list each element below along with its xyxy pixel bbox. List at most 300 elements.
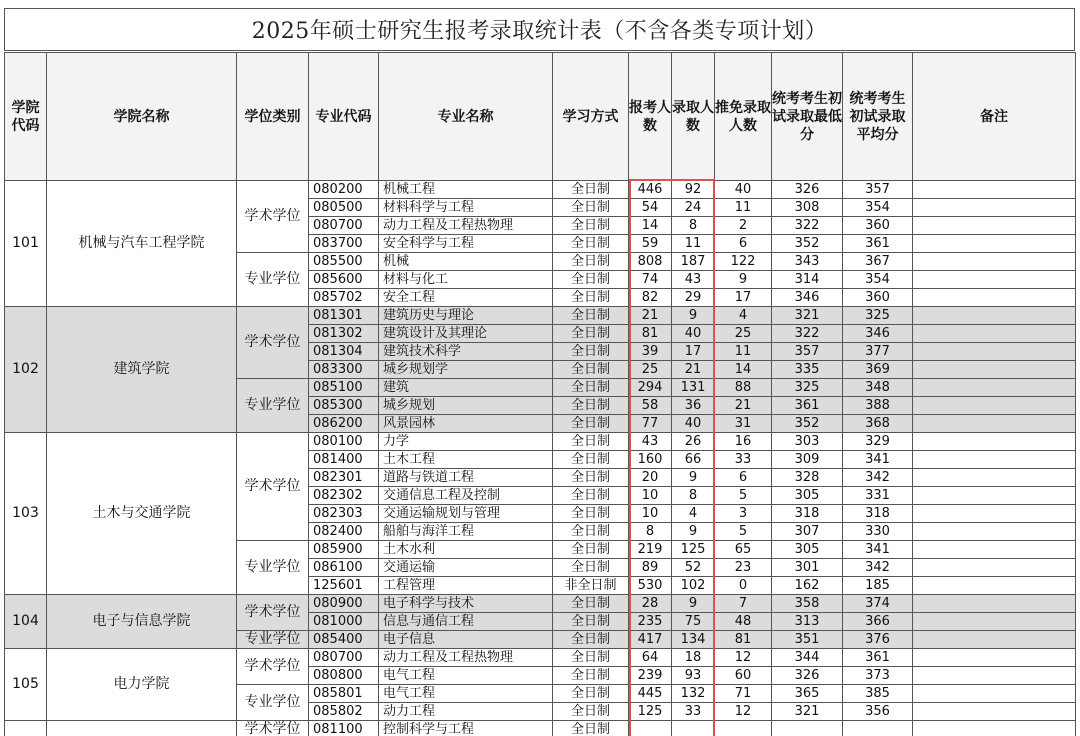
empty-cell[interactable] xyxy=(772,721,843,736)
exempt-cell[interactable]: 12 xyxy=(715,649,772,667)
empty-cell[interactable] xyxy=(672,721,715,736)
min-score-cell[interactable]: 313 xyxy=(772,613,843,631)
college-code-cell[interactable]: 101 xyxy=(5,181,47,307)
min-score-cell[interactable]: 301 xyxy=(772,559,843,577)
applicants-cell[interactable]: 21 xyxy=(629,307,672,325)
exempt-cell[interactable]: 71 xyxy=(715,685,772,703)
remarks-cell[interactable] xyxy=(913,667,1076,685)
study-mode-cell[interactable]: 全日制 xyxy=(553,235,629,253)
exempt-cell[interactable]: 6 xyxy=(715,235,772,253)
major-name-cell[interactable]: 电子科学与技术 xyxy=(379,595,553,613)
major-code-cell[interactable]: 081304 xyxy=(309,343,379,361)
admitted-cell[interactable]: 9 xyxy=(672,469,715,487)
major-name-cell[interactable]: 安全工程 xyxy=(379,289,553,307)
degree-type-cell[interactable]: 学术学位 xyxy=(237,721,309,736)
major-code-cell[interactable]: 086100 xyxy=(309,559,379,577)
exempt-cell[interactable]: 65 xyxy=(715,541,772,559)
min-score-cell[interactable]: 357 xyxy=(772,343,843,361)
min-score-cell[interactable]: 351 xyxy=(772,631,843,649)
applicants-cell[interactable]: 10 xyxy=(629,487,672,505)
remarks-cell[interactable] xyxy=(913,343,1076,361)
avg-score-cell[interactable]: 377 xyxy=(843,343,913,361)
applicants-cell[interactable]: 28 xyxy=(629,595,672,613)
remarks-cell[interactable] xyxy=(913,595,1076,613)
major-name-cell[interactable]: 控制科学与工程 xyxy=(379,721,553,736)
exempt-cell[interactable]: 12 xyxy=(715,703,772,721)
major-code-cell[interactable]: 080900 xyxy=(309,595,379,613)
study-mode-cell[interactable]: 全日制 xyxy=(553,559,629,577)
exempt-cell[interactable]: 81 xyxy=(715,631,772,649)
avg-score-cell[interactable]: 356 xyxy=(843,703,913,721)
major-name-cell[interactable]: 建筑历史与理论 xyxy=(379,307,553,325)
study-mode-cell[interactable]: 全日制 xyxy=(553,343,629,361)
college-name-cell[interactable]: 电力学院 xyxy=(47,649,237,721)
study-mode-cell[interactable]: 全日制 xyxy=(553,523,629,541)
exempt-cell[interactable]: 3 xyxy=(715,505,772,523)
study-mode-cell[interactable]: 全日制 xyxy=(553,649,629,667)
admitted-cell[interactable]: 17 xyxy=(672,343,715,361)
major-code-cell[interactable]: 081400 xyxy=(309,451,379,469)
college-name-cell[interactable]: 建筑学院 xyxy=(47,307,237,433)
avg-score-cell[interactable]: 388 xyxy=(843,397,913,415)
admitted-cell[interactable]: 40 xyxy=(672,325,715,343)
major-code-cell[interactable]: 085600 xyxy=(309,271,379,289)
major-name-cell[interactable]: 交通运输 xyxy=(379,559,553,577)
study-mode-cell[interactable]: 全日制 xyxy=(553,379,629,397)
exempt-cell[interactable]: 40 xyxy=(715,181,772,199)
admitted-cell[interactable]: 11 xyxy=(672,235,715,253)
table-row[interactable] xyxy=(5,433,1076,451)
degree-type-cell[interactable]: 专业学位 xyxy=(237,541,309,595)
study-mode-cell[interactable]: 全日制 xyxy=(553,181,629,199)
remarks-cell[interactable] xyxy=(913,397,1076,415)
major-code-cell[interactable]: 085900 xyxy=(309,541,379,559)
major-name-cell[interactable]: 电子信息 xyxy=(379,631,553,649)
major-name-cell[interactable]: 动力工程 xyxy=(379,703,553,721)
min-score-cell[interactable]: 322 xyxy=(772,217,843,235)
applicants-cell[interactable]: 239 xyxy=(629,667,672,685)
applicants-cell[interactable]: 125 xyxy=(629,703,672,721)
admitted-cell[interactable]: 33 xyxy=(672,703,715,721)
applicants-cell[interactable]: 77 xyxy=(629,415,672,433)
remarks-cell[interactable] xyxy=(913,199,1076,217)
admitted-cell[interactable]: 8 xyxy=(672,487,715,505)
avg-score-cell[interactable]: 368 xyxy=(843,415,913,433)
admitted-cell[interactable]: 26 xyxy=(672,433,715,451)
major-name-cell[interactable]: 风景园林 xyxy=(379,415,553,433)
study-mode-cell[interactable]: 全日制 xyxy=(553,361,629,379)
major-name-cell[interactable]: 机械 xyxy=(379,253,553,271)
applicants-cell[interactable]: 8 xyxy=(629,523,672,541)
study-mode-cell[interactable]: 全日制 xyxy=(553,451,629,469)
study-mode-cell[interactable]: 全日制 xyxy=(553,631,629,649)
avg-score-cell[interactable]: 373 xyxy=(843,667,913,685)
degree-type-cell[interactable]: 学术学位 xyxy=(237,595,309,631)
exempt-cell[interactable]: 9 xyxy=(715,271,772,289)
exempt-cell[interactable]: 31 xyxy=(715,415,772,433)
admitted-cell[interactable]: 93 xyxy=(672,667,715,685)
exempt-cell[interactable]: 2 xyxy=(715,217,772,235)
applicants-cell[interactable]: 43 xyxy=(629,433,672,451)
college-name-cell[interactable]: 土木与交通学院 xyxy=(47,433,237,595)
applicants-cell[interactable]: 219 xyxy=(629,541,672,559)
study-mode-cell[interactable]: 全日制 xyxy=(553,397,629,415)
study-mode-cell[interactable]: 全日制 xyxy=(553,415,629,433)
study-mode-cell[interactable]: 全日制 xyxy=(553,685,629,703)
avg-score-cell[interactable]: 357 xyxy=(843,181,913,199)
min-score-cell[interactable]: 314 xyxy=(772,271,843,289)
admitted-cell[interactable]: 125 xyxy=(672,541,715,559)
remarks-cell[interactable] xyxy=(913,703,1076,721)
exempt-cell[interactable]: 25 xyxy=(715,325,772,343)
avg-score-cell[interactable]: 325 xyxy=(843,307,913,325)
exempt-cell[interactable]: 48 xyxy=(715,613,772,631)
major-name-cell[interactable]: 交通运输规划与管理 xyxy=(379,505,553,523)
major-code-cell[interactable]: 081302 xyxy=(309,325,379,343)
study-mode-cell[interactable]: 全日制 xyxy=(553,253,629,271)
major-code-cell[interactable]: 081000 xyxy=(309,613,379,631)
admitted-cell[interactable]: 102 xyxy=(672,577,715,595)
remarks-cell[interactable] xyxy=(913,235,1076,253)
remarks-cell[interactable] xyxy=(913,649,1076,667)
min-score-cell[interactable]: 328 xyxy=(772,469,843,487)
study-mode-cell[interactable]: 全日制 xyxy=(553,541,629,559)
major-code-cell[interactable]: 080500 xyxy=(309,199,379,217)
college-name-cell[interactable]: 机械与汽车工程学院 xyxy=(47,181,237,307)
remarks-cell[interactable] xyxy=(913,577,1076,595)
remarks-cell[interactable] xyxy=(913,631,1076,649)
admitted-cell[interactable]: 75 xyxy=(672,613,715,631)
college-name-cell[interactable]: 电子与信息学院 xyxy=(47,595,237,649)
avg-score-cell[interactable]: 341 xyxy=(843,451,913,469)
admitted-cell[interactable]: 132 xyxy=(672,685,715,703)
exempt-cell[interactable]: 4 xyxy=(715,307,772,325)
study-mode-cell[interactable]: 全日制 xyxy=(553,433,629,451)
avg-score-cell[interactable]: 360 xyxy=(843,289,913,307)
remarks-cell[interactable] xyxy=(913,469,1076,487)
avg-score-cell[interactable]: 348 xyxy=(843,379,913,397)
study-mode-cell[interactable]: 全日制 xyxy=(553,667,629,685)
major-name-cell[interactable]: 动力工程及工程热物理 xyxy=(379,217,553,235)
admitted-cell[interactable]: 92 xyxy=(672,181,715,199)
major-code-cell[interactable]: 081100 xyxy=(309,721,379,736)
exempt-cell[interactable]: 122 xyxy=(715,253,772,271)
study-mode-cell[interactable]: 全日制 xyxy=(553,613,629,631)
avg-score-cell[interactable]: 354 xyxy=(843,271,913,289)
major-name-cell[interactable]: 安全科学与工程 xyxy=(379,235,553,253)
major-name-cell[interactable]: 机械工程 xyxy=(379,181,553,199)
major-code-cell[interactable]: 081301 xyxy=(309,307,379,325)
major-code-cell[interactable]: 125601 xyxy=(309,577,379,595)
admitted-cell[interactable]: 18 xyxy=(672,649,715,667)
admitted-cell[interactable]: 66 xyxy=(672,451,715,469)
min-score-cell[interactable]: 325 xyxy=(772,379,843,397)
major-code-cell[interactable]: 082301 xyxy=(309,469,379,487)
admitted-cell[interactable]: 24 xyxy=(672,199,715,217)
exempt-cell[interactable]: 11 xyxy=(715,199,772,217)
min-score-cell[interactable]: 344 xyxy=(772,649,843,667)
avg-score-cell[interactable]: 376 xyxy=(843,631,913,649)
major-code-cell[interactable]: 082303 xyxy=(309,505,379,523)
major-name-cell[interactable]: 电气工程 xyxy=(379,685,553,703)
applicants-cell[interactable]: 445 xyxy=(629,685,672,703)
applicants-cell[interactable]: 81 xyxy=(629,325,672,343)
min-score-cell[interactable]: 305 xyxy=(772,541,843,559)
college-code-cell[interactable]: 105 xyxy=(5,649,47,721)
applicants-cell[interactable]: 25 xyxy=(629,361,672,379)
major-code-cell[interactable]: 082400 xyxy=(309,523,379,541)
avg-score-cell[interactable]: 330 xyxy=(843,523,913,541)
remarks-cell[interactable] xyxy=(913,613,1076,631)
college-code-cell[interactable] xyxy=(5,721,47,736)
major-name-cell[interactable]: 材料科学与工程 xyxy=(379,199,553,217)
major-name-cell[interactable]: 建筑技术科学 xyxy=(379,343,553,361)
avg-score-cell[interactable]: 361 xyxy=(843,235,913,253)
min-score-cell[interactable]: 162 xyxy=(772,577,843,595)
major-code-cell[interactable]: 080100 xyxy=(309,433,379,451)
degree-type-cell[interactable]: 学术学位 xyxy=(237,181,309,253)
remarks-cell[interactable] xyxy=(913,253,1076,271)
avg-score-cell[interactable]: 361 xyxy=(843,649,913,667)
applicants-cell[interactable]: 20 xyxy=(629,469,672,487)
avg-score-cell[interactable]: 366 xyxy=(843,613,913,631)
avg-score-cell[interactable]: 354 xyxy=(843,199,913,217)
exempt-cell[interactable]: 21 xyxy=(715,397,772,415)
remarks-cell[interactable] xyxy=(913,685,1076,703)
admitted-cell[interactable]: 4 xyxy=(672,505,715,523)
college-code-cell[interactable]: 104 xyxy=(5,595,47,649)
exempt-cell[interactable]: 7 xyxy=(715,595,772,613)
min-score-cell[interactable]: 321 xyxy=(772,703,843,721)
admitted-cell[interactable]: 21 xyxy=(672,361,715,379)
min-score-cell[interactable]: 305 xyxy=(772,487,843,505)
remarks-cell[interactable] xyxy=(913,181,1076,199)
applicants-cell[interactable]: 74 xyxy=(629,271,672,289)
admitted-cell[interactable]: 40 xyxy=(672,415,715,433)
exempt-cell[interactable]: 16 xyxy=(715,433,772,451)
study-mode-cell[interactable]: 全日制 xyxy=(553,307,629,325)
major-name-cell[interactable]: 城乡规划学 xyxy=(379,361,553,379)
min-score-cell[interactable]: 318 xyxy=(772,505,843,523)
major-name-cell[interactable]: 道路与铁道工程 xyxy=(379,469,553,487)
major-code-cell[interactable]: 085400 xyxy=(309,631,379,649)
major-name-cell[interactable]: 电气工程 xyxy=(379,667,553,685)
study-mode-cell[interactable]: 全日制 xyxy=(553,595,629,613)
major-name-cell[interactable]: 材料与化工 xyxy=(379,271,553,289)
empty-cell[interactable] xyxy=(715,721,772,736)
major-code-cell[interactable]: 085702 xyxy=(309,289,379,307)
degree-type-cell[interactable]: 专业学位 xyxy=(237,631,309,649)
major-name-cell[interactable]: 信息与通信工程 xyxy=(379,613,553,631)
remarks-cell[interactable] xyxy=(913,217,1076,235)
study-mode-cell[interactable]: 全日制 xyxy=(553,271,629,289)
admitted-cell[interactable]: 36 xyxy=(672,397,715,415)
college-name-cell[interactable] xyxy=(47,721,237,736)
avg-score-cell[interactable]: 342 xyxy=(843,559,913,577)
exempt-cell[interactable]: 23 xyxy=(715,559,772,577)
college-code-cell[interactable]: 103 xyxy=(5,433,47,595)
min-score-cell[interactable]: 326 xyxy=(772,181,843,199)
admitted-cell[interactable]: 9 xyxy=(672,595,715,613)
min-score-cell[interactable]: 321 xyxy=(772,307,843,325)
major-name-cell[interactable]: 建筑 xyxy=(379,379,553,397)
major-code-cell[interactable]: 083300 xyxy=(309,361,379,379)
applicants-cell[interactable]: 160 xyxy=(629,451,672,469)
remarks-cell[interactable] xyxy=(913,379,1076,397)
applicants-cell[interactable]: 235 xyxy=(629,613,672,631)
major-code-cell[interactable]: 080700 xyxy=(309,217,379,235)
major-name-cell[interactable]: 动力工程及工程热物理 xyxy=(379,649,553,667)
admitted-cell[interactable]: 9 xyxy=(672,307,715,325)
remarks-cell[interactable] xyxy=(913,505,1076,523)
empty-cell[interactable] xyxy=(629,721,672,736)
exempt-cell[interactable]: 5 xyxy=(715,487,772,505)
avg-score-cell[interactable]: 385 xyxy=(843,685,913,703)
avg-score-cell[interactable]: 374 xyxy=(843,595,913,613)
admitted-cell[interactable]: 187 xyxy=(672,253,715,271)
study-mode-cell[interactable]: 全日制 xyxy=(553,325,629,343)
remarks-cell[interactable] xyxy=(913,307,1076,325)
admitted-cell[interactable]: 8 xyxy=(672,217,715,235)
admitted-cell[interactable]: 43 xyxy=(672,271,715,289)
admitted-cell[interactable]: 29 xyxy=(672,289,715,307)
remarks-cell[interactable] xyxy=(913,289,1076,307)
major-name-cell[interactable]: 交通信息工程及控制 xyxy=(379,487,553,505)
table-row[interactable] xyxy=(5,595,1076,613)
major-code-cell[interactable]: 085300 xyxy=(309,397,379,415)
study-mode-cell[interactable]: 全日制 xyxy=(553,703,629,721)
study-mode-cell[interactable]: 全日制 xyxy=(553,505,629,523)
table-row-partial[interactable] xyxy=(5,721,1076,736)
exempt-cell[interactable]: 14 xyxy=(715,361,772,379)
degree-type-cell[interactable]: 学术学位 xyxy=(237,649,309,685)
avg-score-cell[interactable]: 360 xyxy=(843,217,913,235)
study-mode-cell[interactable]: 非全日制 xyxy=(553,577,629,595)
admitted-cell[interactable]: 134 xyxy=(672,631,715,649)
major-code-cell[interactable]: 082302 xyxy=(309,487,379,505)
study-mode-cell[interactable]: 全日制 xyxy=(553,721,629,736)
remarks-cell[interactable] xyxy=(913,433,1076,451)
avg-score-cell[interactable]: 342 xyxy=(843,469,913,487)
avg-score-cell[interactable]: 369 xyxy=(843,361,913,379)
remarks-cell[interactable] xyxy=(913,541,1076,559)
major-code-cell[interactable]: 080200 xyxy=(309,181,379,199)
exempt-cell[interactable]: 88 xyxy=(715,379,772,397)
min-score-cell[interactable]: 307 xyxy=(772,523,843,541)
applicants-cell[interactable]: 14 xyxy=(629,217,672,235)
min-score-cell[interactable]: 326 xyxy=(772,667,843,685)
avg-score-cell[interactable]: 318 xyxy=(843,505,913,523)
empty-cell[interactable] xyxy=(913,721,1076,736)
major-code-cell[interactable]: 085801 xyxy=(309,685,379,703)
min-score-cell[interactable]: 303 xyxy=(772,433,843,451)
applicants-cell[interactable]: 89 xyxy=(629,559,672,577)
min-score-cell[interactable]: 309 xyxy=(772,451,843,469)
remarks-cell[interactable] xyxy=(913,415,1076,433)
major-name-cell[interactable]: 城乡规划 xyxy=(379,397,553,415)
degree-type-cell[interactable]: 学术学位 xyxy=(237,307,309,379)
min-score-cell[interactable]: 343 xyxy=(772,253,843,271)
major-code-cell[interactable]: 083700 xyxy=(309,235,379,253)
major-name-cell[interactable]: 建筑设计及其理论 xyxy=(379,325,553,343)
table-row[interactable] xyxy=(5,307,1076,325)
major-name-cell[interactable]: 土木水利 xyxy=(379,541,553,559)
exempt-cell[interactable]: 0 xyxy=(715,577,772,595)
major-code-cell[interactable]: 080700 xyxy=(309,649,379,667)
remarks-cell[interactable] xyxy=(913,487,1076,505)
min-score-cell[interactable]: 361 xyxy=(772,397,843,415)
table-row[interactable] xyxy=(5,181,1076,199)
table-row[interactable] xyxy=(5,649,1076,667)
applicants-cell[interactable]: 530 xyxy=(629,577,672,595)
remarks-cell[interactable] xyxy=(913,451,1076,469)
admitted-cell[interactable]: 52 xyxy=(672,559,715,577)
applicants-cell[interactable]: 39 xyxy=(629,343,672,361)
exempt-cell[interactable]: 11 xyxy=(715,343,772,361)
min-score-cell[interactable]: 335 xyxy=(772,361,843,379)
applicants-cell[interactable]: 82 xyxy=(629,289,672,307)
major-name-cell[interactable]: 土木工程 xyxy=(379,451,553,469)
avg-score-cell[interactable]: 185 xyxy=(843,577,913,595)
degree-type-cell[interactable]: 专业学位 xyxy=(237,685,309,721)
min-score-cell[interactable]: 352 xyxy=(772,415,843,433)
min-score-cell[interactable]: 308 xyxy=(772,199,843,217)
min-score-cell[interactable]: 322 xyxy=(772,325,843,343)
applicants-cell[interactable]: 417 xyxy=(629,631,672,649)
applicants-cell[interactable]: 808 xyxy=(629,253,672,271)
study-mode-cell[interactable]: 全日制 xyxy=(553,487,629,505)
applicants-cell[interactable]: 446 xyxy=(629,181,672,199)
major-name-cell[interactable]: 力学 xyxy=(379,433,553,451)
min-score-cell[interactable]: 358 xyxy=(772,595,843,613)
remarks-cell[interactable] xyxy=(913,559,1076,577)
degree-type-cell[interactable]: 学术学位 xyxy=(237,433,309,541)
major-code-cell[interactable]: 085100 xyxy=(309,379,379,397)
exempt-cell[interactable]: 17 xyxy=(715,289,772,307)
major-code-cell[interactable]: 085802 xyxy=(309,703,379,721)
major-code-cell[interactable]: 080800 xyxy=(309,667,379,685)
study-mode-cell[interactable]: 全日制 xyxy=(553,199,629,217)
min-score-cell[interactable]: 346 xyxy=(772,289,843,307)
major-code-cell[interactable]: 086200 xyxy=(309,415,379,433)
applicants-cell[interactable]: 58 xyxy=(629,397,672,415)
empty-cell[interactable] xyxy=(843,721,913,736)
major-code-cell[interactable]: 085500 xyxy=(309,253,379,271)
exempt-cell[interactable]: 33 xyxy=(715,451,772,469)
study-mode-cell[interactable]: 全日制 xyxy=(553,469,629,487)
applicants-cell[interactable]: 59 xyxy=(629,235,672,253)
min-score-cell[interactable]: 365 xyxy=(772,685,843,703)
applicants-cell[interactable]: 294 xyxy=(629,379,672,397)
remarks-cell[interactable] xyxy=(913,271,1076,289)
major-name-cell[interactable]: 船舶与海洋工程 xyxy=(379,523,553,541)
degree-type-cell[interactable]: 专业学位 xyxy=(237,379,309,433)
remarks-cell[interactable] xyxy=(913,361,1076,379)
study-mode-cell[interactable]: 全日制 xyxy=(553,217,629,235)
avg-score-cell[interactable]: 331 xyxy=(843,487,913,505)
avg-score-cell[interactable]: 346 xyxy=(843,325,913,343)
min-score-cell[interactable]: 352 xyxy=(772,235,843,253)
applicants-cell[interactable]: 10 xyxy=(629,505,672,523)
exempt-cell[interactable]: 6 xyxy=(715,469,772,487)
college-code-cell[interactable]: 102 xyxy=(5,307,47,433)
admitted-cell[interactable]: 9 xyxy=(672,523,715,541)
degree-type-cell[interactable]: 专业学位 xyxy=(237,253,309,307)
study-mode-cell[interactable]: 全日制 xyxy=(553,289,629,307)
exempt-cell[interactable]: 5 xyxy=(715,523,772,541)
admitted-cell[interactable]: 131 xyxy=(672,379,715,397)
remarks-cell[interactable] xyxy=(913,523,1076,541)
